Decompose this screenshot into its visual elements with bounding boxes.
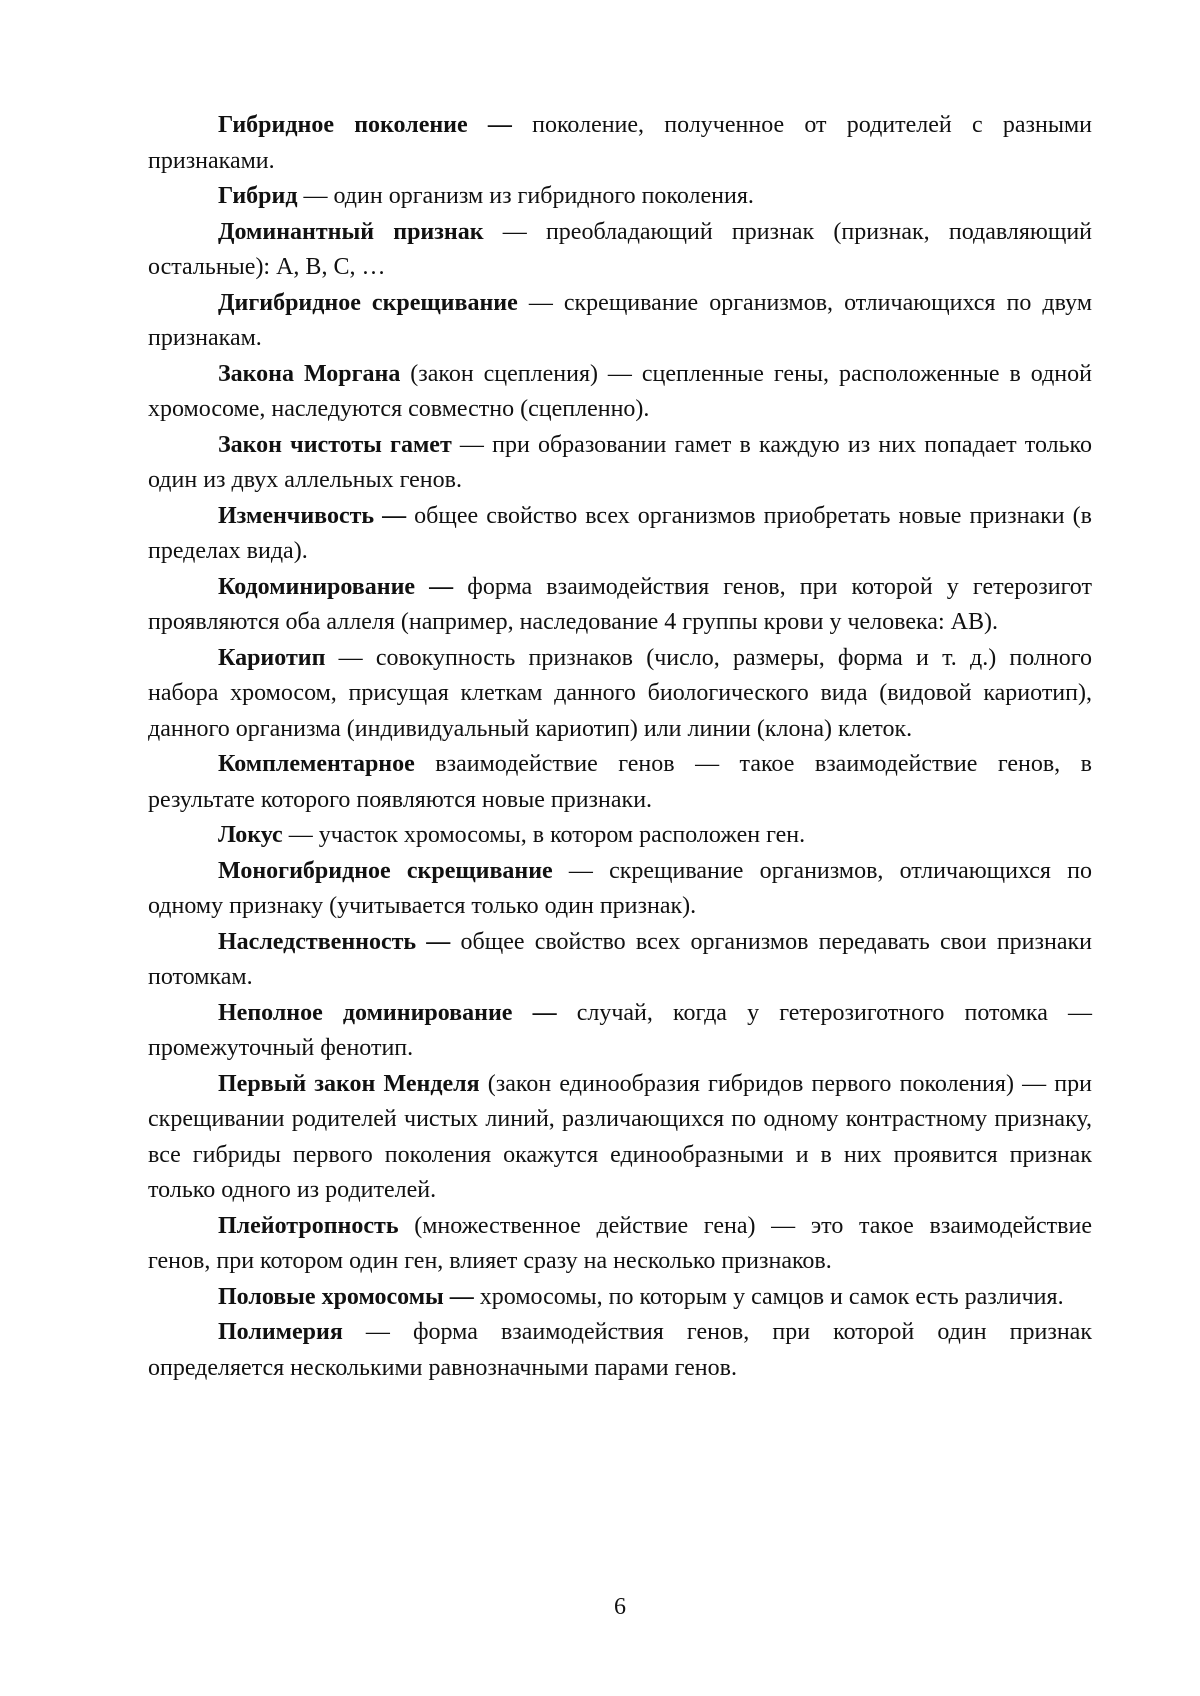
glossary-definition: поколение, полученное от родителей с разными признаками. bbox=[148, 112, 1092, 174]
glossary-entry bbox=[148, 747, 1092, 818]
glossary-entry bbox=[148, 499, 1092, 570]
glossary-definition: — скрещивание организмов, отличающихся по двум признакам. bbox=[148, 289, 1093, 351]
glossary-term: Неполное доминирование — bbox=[218, 999, 557, 1026]
glossary-entry bbox=[148, 108, 1092, 179]
glossary-definition: (закон единообразия гибридов первого поколения) — при скрещивании родителей чистых линий, различающихся по одному контрастному признаку, все гибриды первого поколения окажутся единообразными и в них проявится признак только одного из родителей. bbox=[148, 1070, 1092, 1203]
glossary-term: Закона Моргана bbox=[218, 360, 401, 387]
glossary-definition: — преобладающий признак (признак, подавляющий остальные): А, В, С, … bbox=[148, 218, 1093, 280]
glossary-definition: — один организм из гибридного поколения. bbox=[297, 183, 754, 209]
glossary-term: Изменчивость — bbox=[218, 502, 407, 529]
glossary-entry bbox=[148, 925, 1092, 996]
glossary-term: Полимерия bbox=[218, 1319, 343, 1345]
glossary-term: Локус bbox=[218, 822, 283, 848]
glossary-definition: — совокупность признаков (число, размеры, форма и т. д.) полного набора хромосом, присущая клеткам данного биологического вида (видовой кариотип), данного организма (индивидуальный кариотип) или линии (клона) клеток. bbox=[148, 644, 1092, 742]
glossary-entry bbox=[148, 996, 1092, 1067]
glossary-term: Закон чистоты гамет bbox=[218, 431, 452, 458]
glossary-term: Наследственность — bbox=[218, 928, 451, 955]
glossary-entry bbox=[148, 570, 1092, 641]
glossary-definition: (множественное действие гена) — это такое взаимодействие генов, при котором один ген, влияет сразу на несколько признаков. bbox=[148, 1212, 1092, 1274]
glossary-term: Комплементарное bbox=[218, 751, 415, 777]
glossary-definition: — при образовании гамет в каждую из них попадает только один из двух аллельных генов. bbox=[148, 431, 1092, 493]
page-number: 6 bbox=[614, 1594, 626, 1620]
glossary-definition: случай, когда у гетерозиготного потомка — промежуточный фенотип. bbox=[148, 999, 1092, 1061]
glossary-term: Кодоминирование — bbox=[218, 573, 454, 600]
glossary-entry bbox=[148, 428, 1092, 499]
glossary-definition: — скрещивание организмов, отличающихся по одному признаку (учитывается только один признак). bbox=[148, 857, 1092, 919]
glossary-definition: взаимодействие генов — такое взаимодействие генов, в результате которого появляются новые признаки. bbox=[148, 751, 1092, 813]
glossary-definition: общее свойство всех организмов передавать свои признаки потомкам. bbox=[148, 928, 1092, 990]
glossary-entry bbox=[148, 1280, 1092, 1316]
glossary-page bbox=[148, 108, 1092, 1386]
glossary-term: Доминантный признак bbox=[218, 218, 484, 245]
glossary-term: Плейотропность bbox=[218, 1212, 399, 1239]
glossary-entry bbox=[148, 641, 1092, 748]
glossary-entry bbox=[148, 179, 1092, 215]
glossary-term: Половые хромосомы — bbox=[218, 1283, 474, 1310]
glossary-entry bbox=[148, 1315, 1092, 1386]
glossary-entry bbox=[148, 215, 1092, 286]
glossary-term: Гибридное поколение — bbox=[218, 112, 512, 138]
glossary-entry bbox=[148, 357, 1092, 428]
glossary-definition: (закон сцепления) — сцепленные гены, расположенные в одной хромосоме, наследуются совместно (сцепленно). bbox=[148, 360, 1092, 422]
glossary-definition: — участок хромосомы, в котором расположен ген. bbox=[282, 822, 806, 848]
glossary-entry bbox=[148, 1209, 1092, 1280]
glossary-entry bbox=[148, 854, 1092, 925]
glossary-entry bbox=[148, 818, 1092, 854]
glossary-term: Первый закон Менделя bbox=[218, 1070, 480, 1097]
glossary-entry bbox=[148, 286, 1092, 357]
glossary-entry bbox=[148, 1067, 1092, 1209]
glossary-term: Кариотип bbox=[218, 644, 326, 671]
glossary-term: Гибрид bbox=[218, 183, 298, 209]
glossary-definition: — форма взаимодействия генов, при которой один признак определяется несколькими равнозначными парами генов. bbox=[148, 1319, 1092, 1381]
glossary-term: Моногибридное скрещивание bbox=[218, 857, 553, 884]
glossary-definition: форма взаимодействия генов, при которой у гетерозигот проявляются оба аллеля (например, наследование 4 группы крови у человека: АВ). bbox=[148, 573, 1092, 635]
glossary-term: Дигибридное скрещивание bbox=[218, 289, 518, 316]
glossary-definition: общее свойство всех организмов приобретать новые признаки (в пределах вида). bbox=[148, 502, 1093, 564]
glossary-definition: хромосомы, по которым у самцов и самок есть различия. bbox=[473, 1283, 1064, 1310]
